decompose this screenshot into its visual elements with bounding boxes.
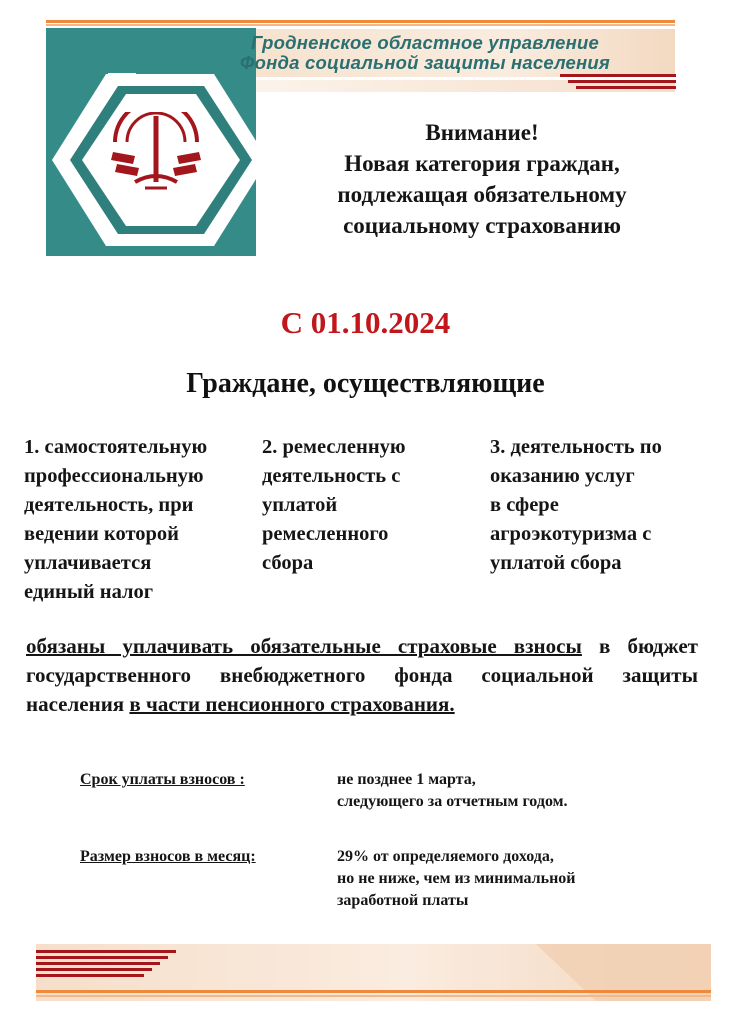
footer-stripes [36,944,711,1001]
organization-title [190,33,660,73]
obligation-middle: в бюджет государственного внебюджетного фонда социальной защиты населения [26,634,699,716]
organization-line-1: Гродненское областное управление [251,32,599,53]
attention-line-2: Новая категория граждан, [344,151,620,176]
obligation-paragraph [26,632,698,719]
fszn-emblem-icon [105,112,207,192]
organization-line-2: Фонда социальной защиты населения [239,52,611,73]
monthly-amount-label: Размер взносов в месяц: [80,848,256,865]
header-stripe-light [46,24,675,26]
obligation-underlined-end: в части пенсионного страхования. [129,692,455,716]
category-2: 2. ремесленную деятельность с уплатой ремесленного сбора [262,436,406,574]
obligation-underlined-start: обязаны уплачивать обязательные страховые взносы [26,634,582,658]
citizens-heading: Граждане, осуществляющие [186,368,545,399]
attention-line-3: подлежащая обязательному [337,182,627,207]
attention-notice [282,117,682,241]
payment-deadline-label: Срок уплаты взносов : [80,771,245,788]
monthly-amount-value: 29% от определяемого дохода, но не ниже, чем из минимальной заработной платы [337,848,576,909]
attention-line-1: Внимание! [425,120,539,145]
attention-line-4: социальному страхованию [343,213,621,238]
payment-deadline-value: не позднее 1 марта, следующего за отчетным годом. [337,771,568,810]
header-stripes-right [560,72,676,94]
effective-date: С 01.10.2024 [280,305,451,340]
category-3: 3. деятельность по оказанию услуг в сфере агроэкотуризма с уплатой сбора [490,436,662,574]
category-1: 1. самостоятельную профессиональную деятельность, при ведении которой уплачивается единый налог [24,436,208,603]
header-stripe-orange [46,20,675,23]
